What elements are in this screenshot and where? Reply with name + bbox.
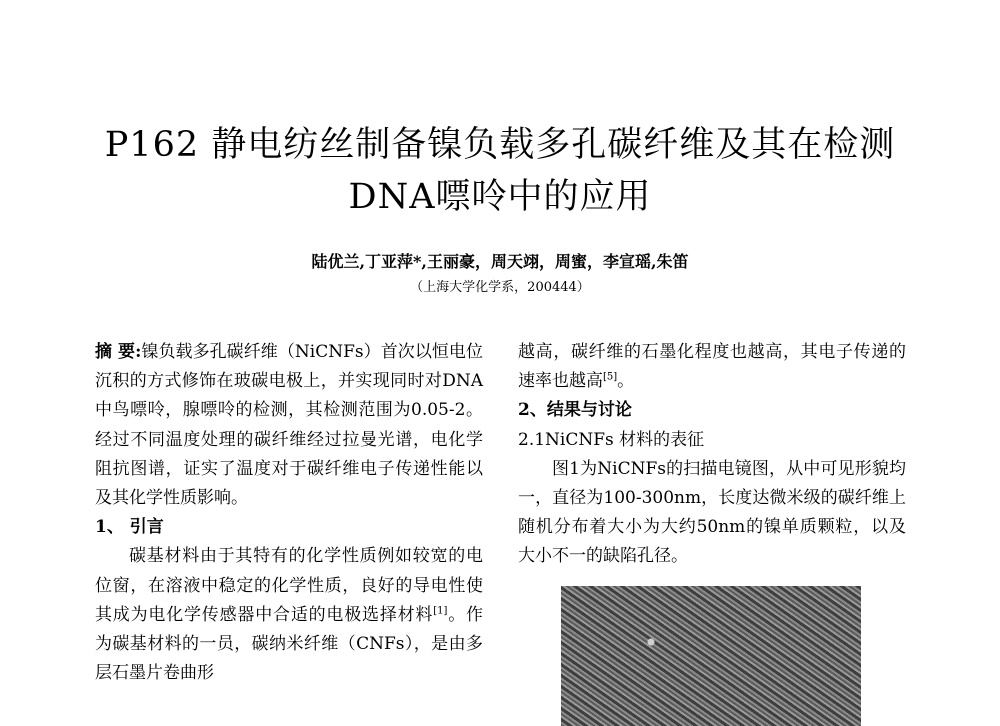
intro-text: 碳基材料由于其特有的化学性质例如较宽的电位窗，在溶液中稳定的化学性质，良好的导电性使其成为电化学传感器中合适的电极选择材料 [95, 546, 483, 625]
continued-text: 越高，碳纤维的石墨化程度也越高，其电子传递的速率也越高 [518, 342, 906, 392]
paper-title-line-1: P162 静电纺丝制备镍负载多孔碳纤维及其在检测 [104, 125, 896, 165]
citation-ref-1: [1] [433, 605, 448, 617]
results-paragraph: 图1为NiCNFs的扫描电镜图，从中可见形貌均一，直径为100-300nm，长度达微米级的碳纤维上随机分布着大小为大约50nm的镍单质颗粒，以及大小不一的缺陷孔径。 [518, 458, 906, 567]
right-column [518, 338, 906, 572]
paper-title-line-2: DNA嘌呤中的应用 [348, 177, 652, 217]
abstract [95, 338, 483, 513]
abstract-label: 摘 要: [95, 342, 142, 362]
sem-image-figure [561, 586, 861, 726]
author-list: 陆优兰,丁亚萍*,王丽豪，周天翊，周蜜，李宣瑶,朱笛 [311, 252, 689, 271]
citation-ref-5: [5] [603, 371, 618, 383]
left-column [95, 338, 483, 688]
intro-paragraph [95, 542, 483, 688]
section-1-heading: 1、 引言 [95, 517, 164, 538]
section-2-heading: 2、结果与讨论 [518, 400, 632, 421]
continued-text-end: 。 [617, 371, 635, 392]
intro-text-continued: 。作为碳基材料的一员，碳纳米纤维（CNFs），是由多层石墨片卷曲形 [95, 604, 484, 684]
affiliation: （上海大学化学系，200444） [410, 280, 590, 295]
abstract-text: 镍负载多孔碳纤维（NiCNFs）首次以恒电位沉积的方式修饰在玻碳电极上，并实现同时对DNA中鸟嘌呤，腺嘌呤的检测，其检测范围为0.05-2。经过不同温度处理的碳纤维经过拉曼光谱，电化学阻抗图谱，证实了温度对于碳纤维电子传递性能以及其化学性质影响。 [95, 342, 483, 509]
subsection-2-1-heading: 2.1NiCNFs 材料的表征 [518, 429, 705, 450]
continued-paragraph [518, 338, 906, 396]
